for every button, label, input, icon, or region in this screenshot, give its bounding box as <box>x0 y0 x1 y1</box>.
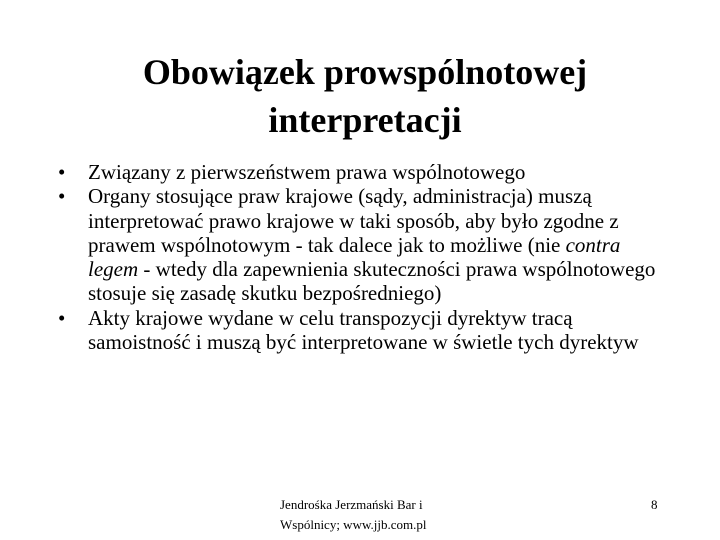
bullet-list <box>58 160 668 354</box>
slide-title-line-2: interpretacji <box>268 100 462 140</box>
footer-line-1: Jendrośka Jerzmański Bar i <box>280 497 423 512</box>
bullet-text-3: Akty krajowe wydane w celu transpozycji dyrektyw tracą samoistność i muszą być interpretowane w świetle tych dyrektyw <box>88 305 639 355</box>
bullet-text-1: Związany z pierwszeństwem prawa wspólnotowego <box>88 160 526 184</box>
bullet-item-2 <box>58 184 668 305</box>
bullet-item-3 <box>58 306 668 355</box>
bullet-icon: • <box>58 160 66 184</box>
slide-title <box>60 48 670 144</box>
page-number: 8 <box>651 497 658 512</box>
bullet-icon: • <box>58 305 66 330</box>
bullet-item-1 <box>58 160 668 184</box>
bullet-text-2-part-1: Organy stosujące praw krajowe (sądy, administracja) muszą interpretować prawo krajowe w taki sposób, aby było zgodne z prawem wspólnotowym - tak dalece jak to możliwe (nie <box>88 184 619 257</box>
slide-title-line-1: Obowiązek prowspólnotowej <box>142 52 588 92</box>
bullet-text-2-italic: contra legem <box>88 232 621 282</box>
footer-line-2: Wspólnicy; www.jjb.com.pl <box>280 517 427 532</box>
slide-footer <box>280 495 480 535</box>
bullet-text-2-part-2: - wtedy dla zapewnienia skuteczności prawa wspólnotowego stosuje się zasadę skutku bezpośredniego) <box>88 257 656 306</box>
bullet-icon: • <box>58 184 66 209</box>
